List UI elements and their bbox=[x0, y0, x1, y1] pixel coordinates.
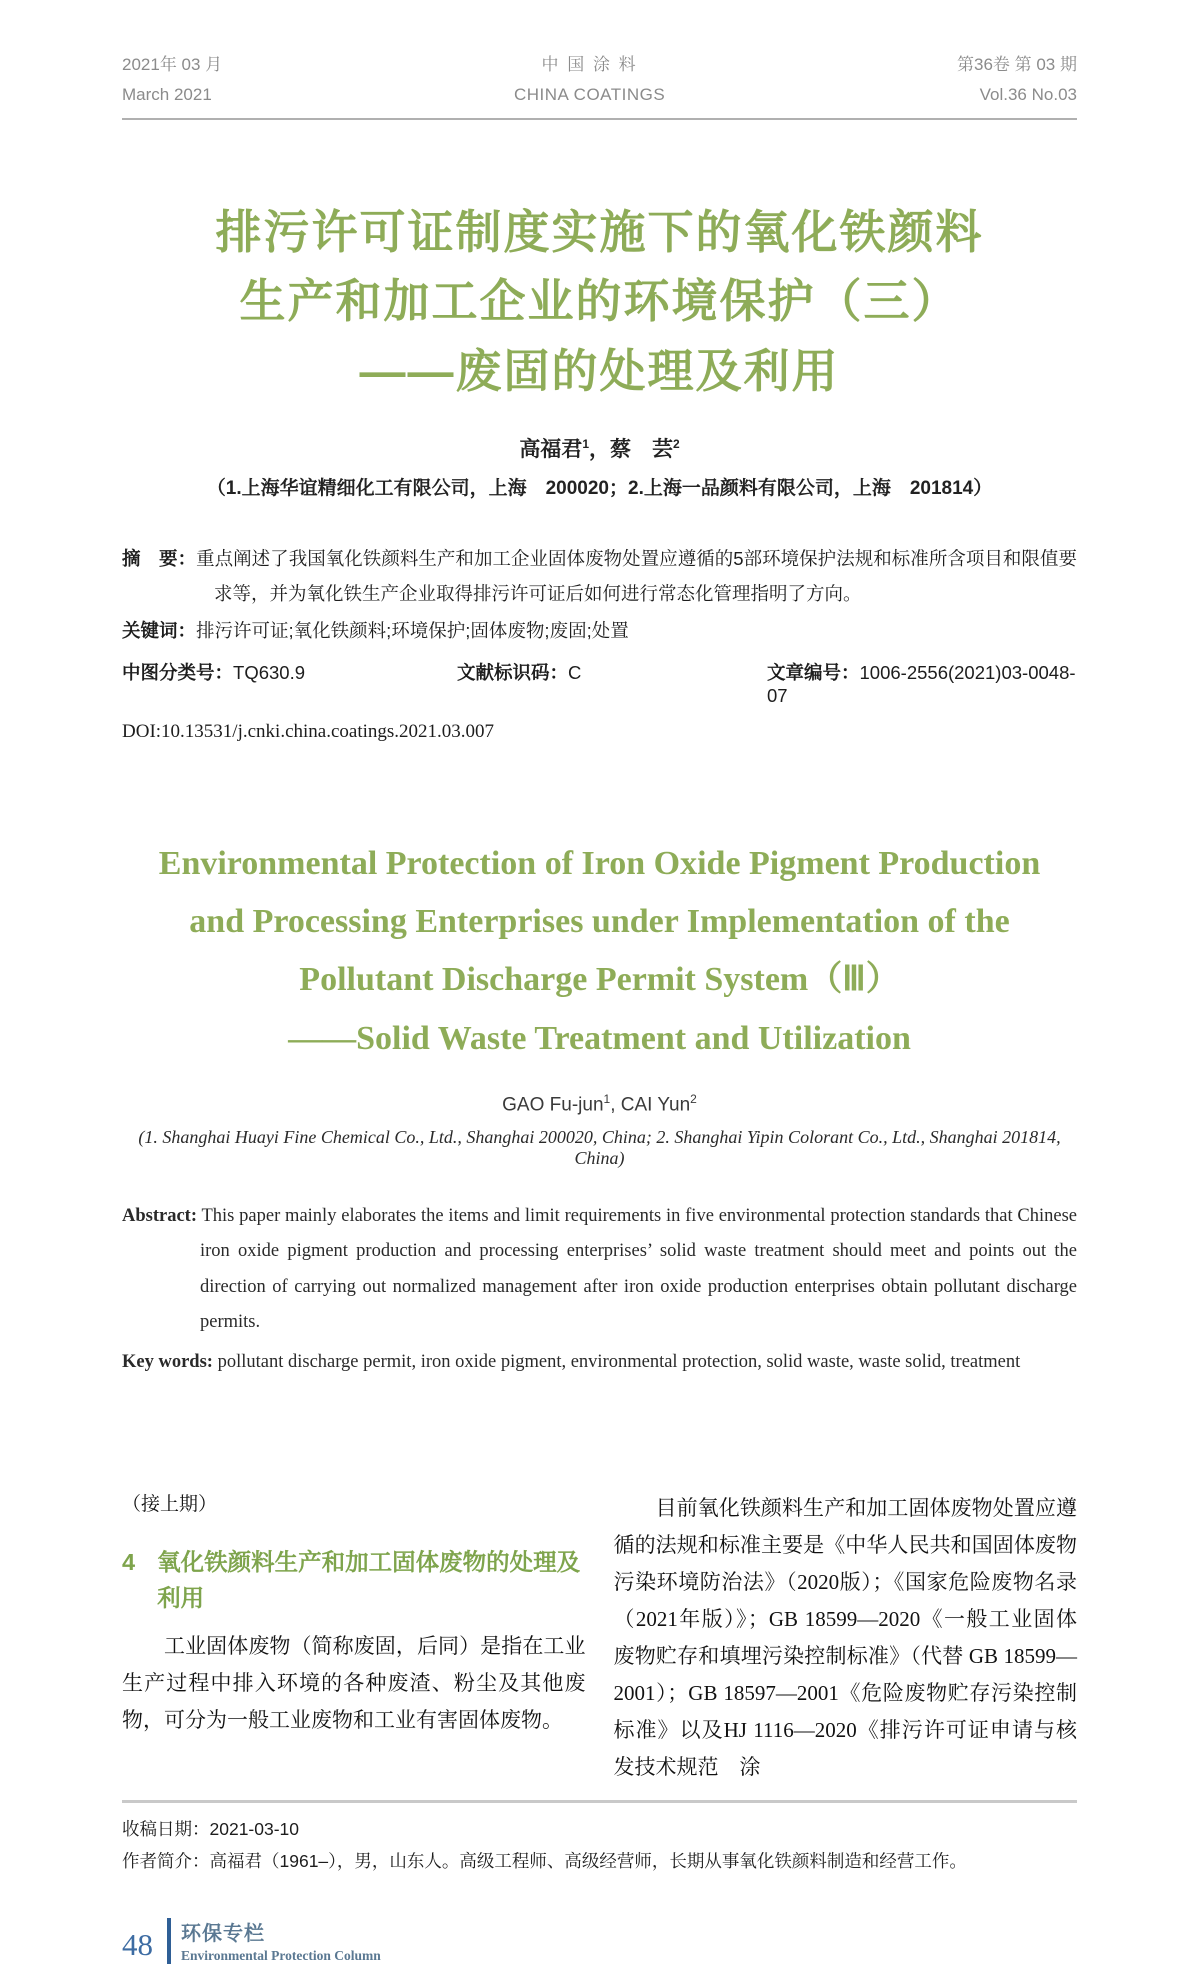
author-en-2: , CAI Yun bbox=[610, 1094, 691, 1116]
authors-en bbox=[122, 1092, 1077, 1116]
document-code-label: 文献标识码： bbox=[457, 661, 569, 683]
title-zh-line1: 排污许可证制度实施下的氧化铁颜料 bbox=[215, 205, 984, 258]
abstract-zh-text: 重点阐述了我国氧化铁颜料生产和加工企业固体废物处置应遵循的5部环境保护法规和标准所含项目和限值要求等，并为氧化铁生产企业取得排污许可证后如何进行常态化管理指明了方向。 bbox=[196, 548, 1077, 604]
keywords-en bbox=[122, 1345, 1077, 1380]
keywords-en-text: pollutant discharge permit, iron oxide pigment, environmental protection, solid waste, waste solid, treatment bbox=[217, 1351, 1021, 1372]
page-footer bbox=[122, 1917, 1077, 1964]
footnote-divider bbox=[122, 1800, 1077, 1803]
keywords-zh-label: 关键词： bbox=[122, 619, 197, 641]
left-column bbox=[122, 1488, 586, 1786]
section-heading bbox=[122, 1545, 586, 1616]
clc-value: TQ630.9 bbox=[233, 661, 306, 683]
title-en-line2: and Processing Enterprises under Implementation of the bbox=[189, 902, 1010, 940]
abstract-zh bbox=[122, 542, 1077, 612]
body-paragraph-right: 目前氧化铁颜料生产和加工固体废物处置应遵循的法规和标准主要是《中华人民共和国固体废物污染环境防治法》（2020版）；《国家危险废物名录（2021年版）》；GB 18599—2020《一般工业固体废物贮存和填埋污染控制标准》（代替 GB 18599—2001）；GB 18597—2001《危险废物贮存污染控制标准》以及HJ 1116—2020《排污许可证申请与核发技术规范 涂 bbox=[613, 1495, 1077, 1779]
keywords-zh bbox=[122, 614, 1077, 649]
received-date-value: 2021-03-10 bbox=[209, 1818, 300, 1839]
author-bio-text: 高福君（1961–），男，山东人。高级工程师、高级经营师，长期从事氧化铁颜料制造和经营工作。 bbox=[209, 1850, 967, 1871]
author-bio bbox=[122, 1845, 1077, 1877]
author-zh-2-sup: 2 bbox=[673, 437, 680, 452]
document-code-value: C bbox=[568, 661, 582, 683]
author-en-2-sup: 2 bbox=[690, 1092, 697, 1107]
author-en-1-sup: 1 bbox=[603, 1092, 611, 1107]
volume-zh: 第36卷 第 03 期 bbox=[956, 55, 1077, 74]
doi: DOI:10.13531/j.cnki.china.coatings.2021.03.007 bbox=[122, 720, 495, 742]
header-date-zh: 2021年 03 月 bbox=[122, 55, 223, 74]
author-zh-2: ，蔡 芸 bbox=[589, 438, 673, 462]
continued-note: （接上期） bbox=[122, 1493, 218, 1515]
author-en-1: GAO Fu-jun bbox=[502, 1094, 604, 1116]
header-date bbox=[122, 50, 222, 110]
abstract-zh-label: 摘 要： bbox=[122, 548, 197, 570]
journal-header bbox=[122, 50, 1077, 120]
header-date-en: March 2021 bbox=[122, 84, 212, 104]
title-zh-line2: 生产和加工企业的环境保护（三） bbox=[239, 275, 960, 328]
abstract-en bbox=[122, 1199, 1077, 1341]
title-zh-line3: ——废固的处理及利用 bbox=[359, 345, 840, 398]
keywords-zh-text: 排污许可证;氧化铁颜料;环境保护;固体废物;废固;处置 bbox=[196, 619, 629, 641]
authors-zh bbox=[122, 433, 1077, 463]
title-en-line4: ——Solid Waste Treatment and Utilization bbox=[288, 1019, 911, 1057]
footer-column-zh: 环保专栏 bbox=[181, 1923, 265, 1946]
affiliation-zh: （1.上海华谊精细化工有限公司，上海 200020；2.上海一品颜料有限公司，上海 201814） bbox=[206, 478, 993, 500]
section-number: 4 bbox=[122, 1549, 136, 1576]
journal-name-zh: 中 国 涂 料 bbox=[541, 55, 638, 74]
clc-number bbox=[122, 659, 457, 707]
header-volume bbox=[957, 50, 1077, 110]
body-columns bbox=[122, 1488, 1077, 1786]
footer-column-en: Environmental Protection Column bbox=[181, 1948, 381, 1964]
section-title: 氧化铁颜料生产和加工固体废物的处理及利用 bbox=[157, 1549, 581, 1611]
clc-label: 中图分类号： bbox=[122, 661, 234, 683]
volume-en: Vol.36 No.03 bbox=[979, 84, 1077, 104]
author-zh-1: 高福君 bbox=[519, 438, 583, 462]
article-id-label: 文章编号： bbox=[767, 661, 860, 683]
affiliation-en: (1. Shanghai Huayi Fine Chemical Co., Ltd., Shanghai 200020, China; 2. Shanghai Yipin Colorant Co., Ltd., Shanghai 201814, China) bbox=[138, 1126, 1061, 1168]
received-date bbox=[122, 1813, 1077, 1845]
header-journal-name bbox=[514, 50, 665, 110]
right-column bbox=[614, 1488, 1078, 1786]
author-bio-label: 作者简介： bbox=[122, 1850, 210, 1871]
footer-column-name bbox=[171, 1917, 381, 1964]
received-date-label: 收稿日期： bbox=[122, 1818, 210, 1839]
document-code bbox=[457, 659, 767, 707]
author-zh-1-sup: 1 bbox=[582, 437, 589, 452]
body-paragraph-left: 工业固体废物（简称废固，后同）是指在工业生产过程中排入环境的各种废渣、粉尘及其他废物，可分为一般工业废物和工业有害固体废物。 bbox=[122, 1633, 586, 1732]
journal-name-en: CHINA COATINGS bbox=[513, 84, 666, 104]
article-id-value: 1006-2556(2021)03-0048-07 bbox=[767, 661, 1076, 706]
abstract-en-label: Abstract: bbox=[122, 1205, 198, 1226]
article-title-zh bbox=[122, 198, 1077, 408]
page-number: 48 bbox=[122, 1926, 153, 1962]
title-en-line3: Pollutant Discharge Permit System（Ⅲ） bbox=[299, 961, 900, 999]
keywords-en-label: Key words: bbox=[122, 1351, 213, 1372]
article-id bbox=[767, 659, 1077, 707]
title-en-line1: Environmental Protection of Iron Oxide Pigment Production bbox=[158, 844, 1041, 882]
abstract-en-text: This paper mainly elaborates the items and limit requirements in five environmental protection standards that Chinese iron oxide pigment production and processing enterprises’ solid waste treatment should meet and points out the direction of carrying out normalized management after iron oxide production enterprises obtain pollutant discharge permits. bbox=[200, 1205, 1077, 1333]
meta-row bbox=[122, 659, 1077, 707]
footnotes bbox=[122, 1813, 1077, 1878]
article-title-en bbox=[122, 835, 1077, 1069]
